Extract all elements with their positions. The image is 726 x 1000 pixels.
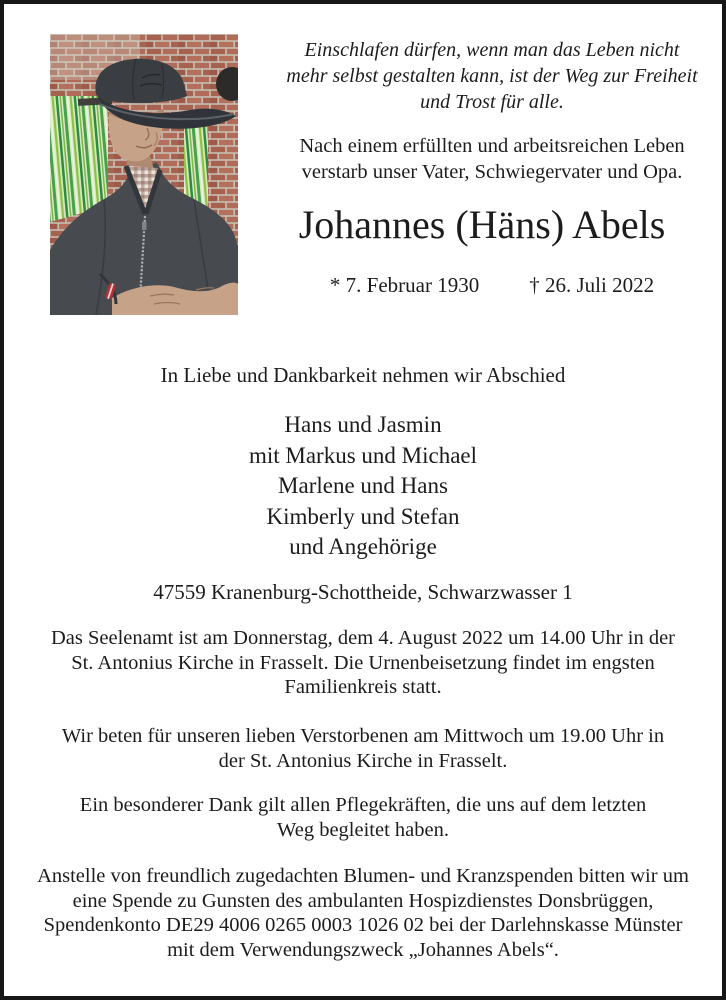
paragraph-prayer: Wir beten für unseren lieben Verstorbenen am Mittwoch um 19.00 Uhr in der St. Antonius Kirche in Frasselt. [61,725,665,772]
mourners-list [103,410,623,563]
birth-date: * 7. Februar 1930 [329,273,480,297]
deceased-name: Johannes (Häns) Abels [298,202,666,247]
memorial-quote: Einschlafen dürfen, wenn man das Leben nicht mehr selbst gestalten kann, ist der Weg zur Freiheit und Trost für alle. [286,39,698,113]
intro-text: Nach einem erfüllten und arbeitsreichen Leben verstarb unser Vater, Schwiegervater und Opa. [299,135,685,183]
mourner-line: Marlene und Hans [278,473,448,498]
mourner-line: und Angehörige [289,534,437,559]
mourner-line: Kimberly und Stefan [266,503,460,529]
paragraph-thanks: Ein besonderer Dank gilt allen Pflegekräften, die uns auf dem letzten Weg begleitet haben. [79,794,647,841]
mourner-line: Hans und Jasmin [284,412,442,437]
paragraph-donation: Anstelle von freundlich zugedachten Blumen- und Kranzspenden bitten wir um eine Spende zu Gunsten des ambulanten Hospizdienstes Donsbrüggen, Spendenkonto DE29 4006 0265 0003 1026 02 bei der Darlehnskasse Münster mit dem Verwendungszweck „Johannes Abels“. [37,865,689,961]
paragraph-service: Das Seelenamt ist am Donnerstag, dem 4. August 2022 um 14.00 Uhr in der St. Antonius Kirche in Frasselt. Die Urnenbeisetzung findet im engsten Familienkreis statt. [50,627,676,699]
address-line: 47559 Kranenburg-Schottheide, Schwarzwasser 1 [153,580,573,604]
portrait-photo [50,34,238,315]
farewell-line: In Liebe und Dankbarkeit nehmen wir Abschied [160,363,566,387]
life-dates [283,272,701,298]
mourner-line: mit Markus und Michael [248,442,478,468]
death-date: † 26. Juli 2022 [529,273,655,297]
portrait-illustration [50,34,238,315]
